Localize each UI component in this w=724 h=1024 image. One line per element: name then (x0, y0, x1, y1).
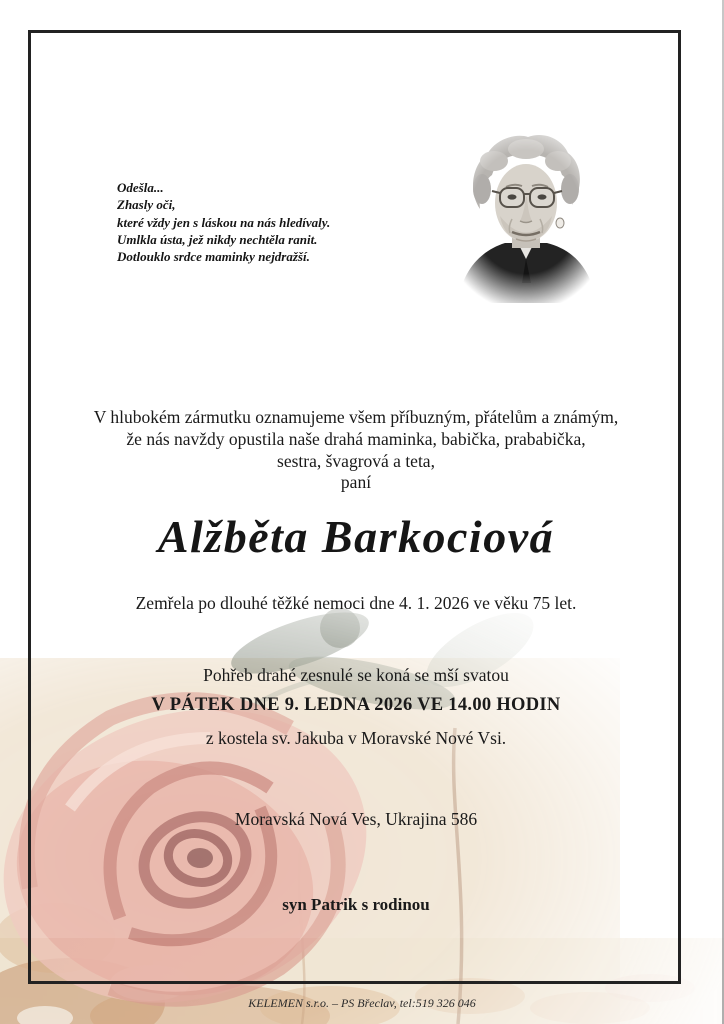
announcement-line: že nás navždy opustila naše drahá maminka, babička, prababička, (126, 428, 586, 449)
announcement-line: sestra, švagrová a teta, (277, 450, 435, 471)
funeral-location: z kostela sv. Jakuba v Moravské Nové Vsi. (205, 728, 507, 748)
poem-line: Dotlouklo srdce maminky nejdražší. (117, 249, 310, 265)
deceased-name: Alžběta Barkociová (157, 511, 555, 562)
announcement-block (28, 407, 684, 494)
death-notice: Zemřela po dlouhé těžké nemoci dne 4. 1. 2026 ve věku 75 let. (135, 593, 577, 613)
address-line: Moravská Nová Ves, Ukrajina 586 (234, 809, 478, 829)
portrait-photo (450, 131, 602, 303)
announcement-line: paní (340, 472, 372, 493)
announcement-line: V hlubokém zármutku oznamujeme všem příbuzným, přátelům a známým, (93, 407, 619, 427)
poem-line: Zhasly oči, (117, 197, 176, 213)
funeral-datetime: V PÁTEK DNE 9. LEDNA 2026 VE 14.00 HODIN (151, 695, 561, 715)
signature-line: syn Patrik s rodinou (282, 895, 430, 914)
poem-line: které vždy jen s láskou na nás hledívaly. (117, 214, 331, 230)
funeral-intro: Pohřeb drahé zesnulé se koná se mší svatou (203, 665, 509, 685)
poem-block (117, 179, 387, 265)
printer-footer: KELEMEN s.r.o. – PS Břeclav, tel:519 326 046 (248, 996, 476, 1010)
poem-line: Umlkla ústa, jež nikdy nechtěla ranit. (117, 231, 318, 247)
poem-line: Odešla... (117, 180, 164, 195)
